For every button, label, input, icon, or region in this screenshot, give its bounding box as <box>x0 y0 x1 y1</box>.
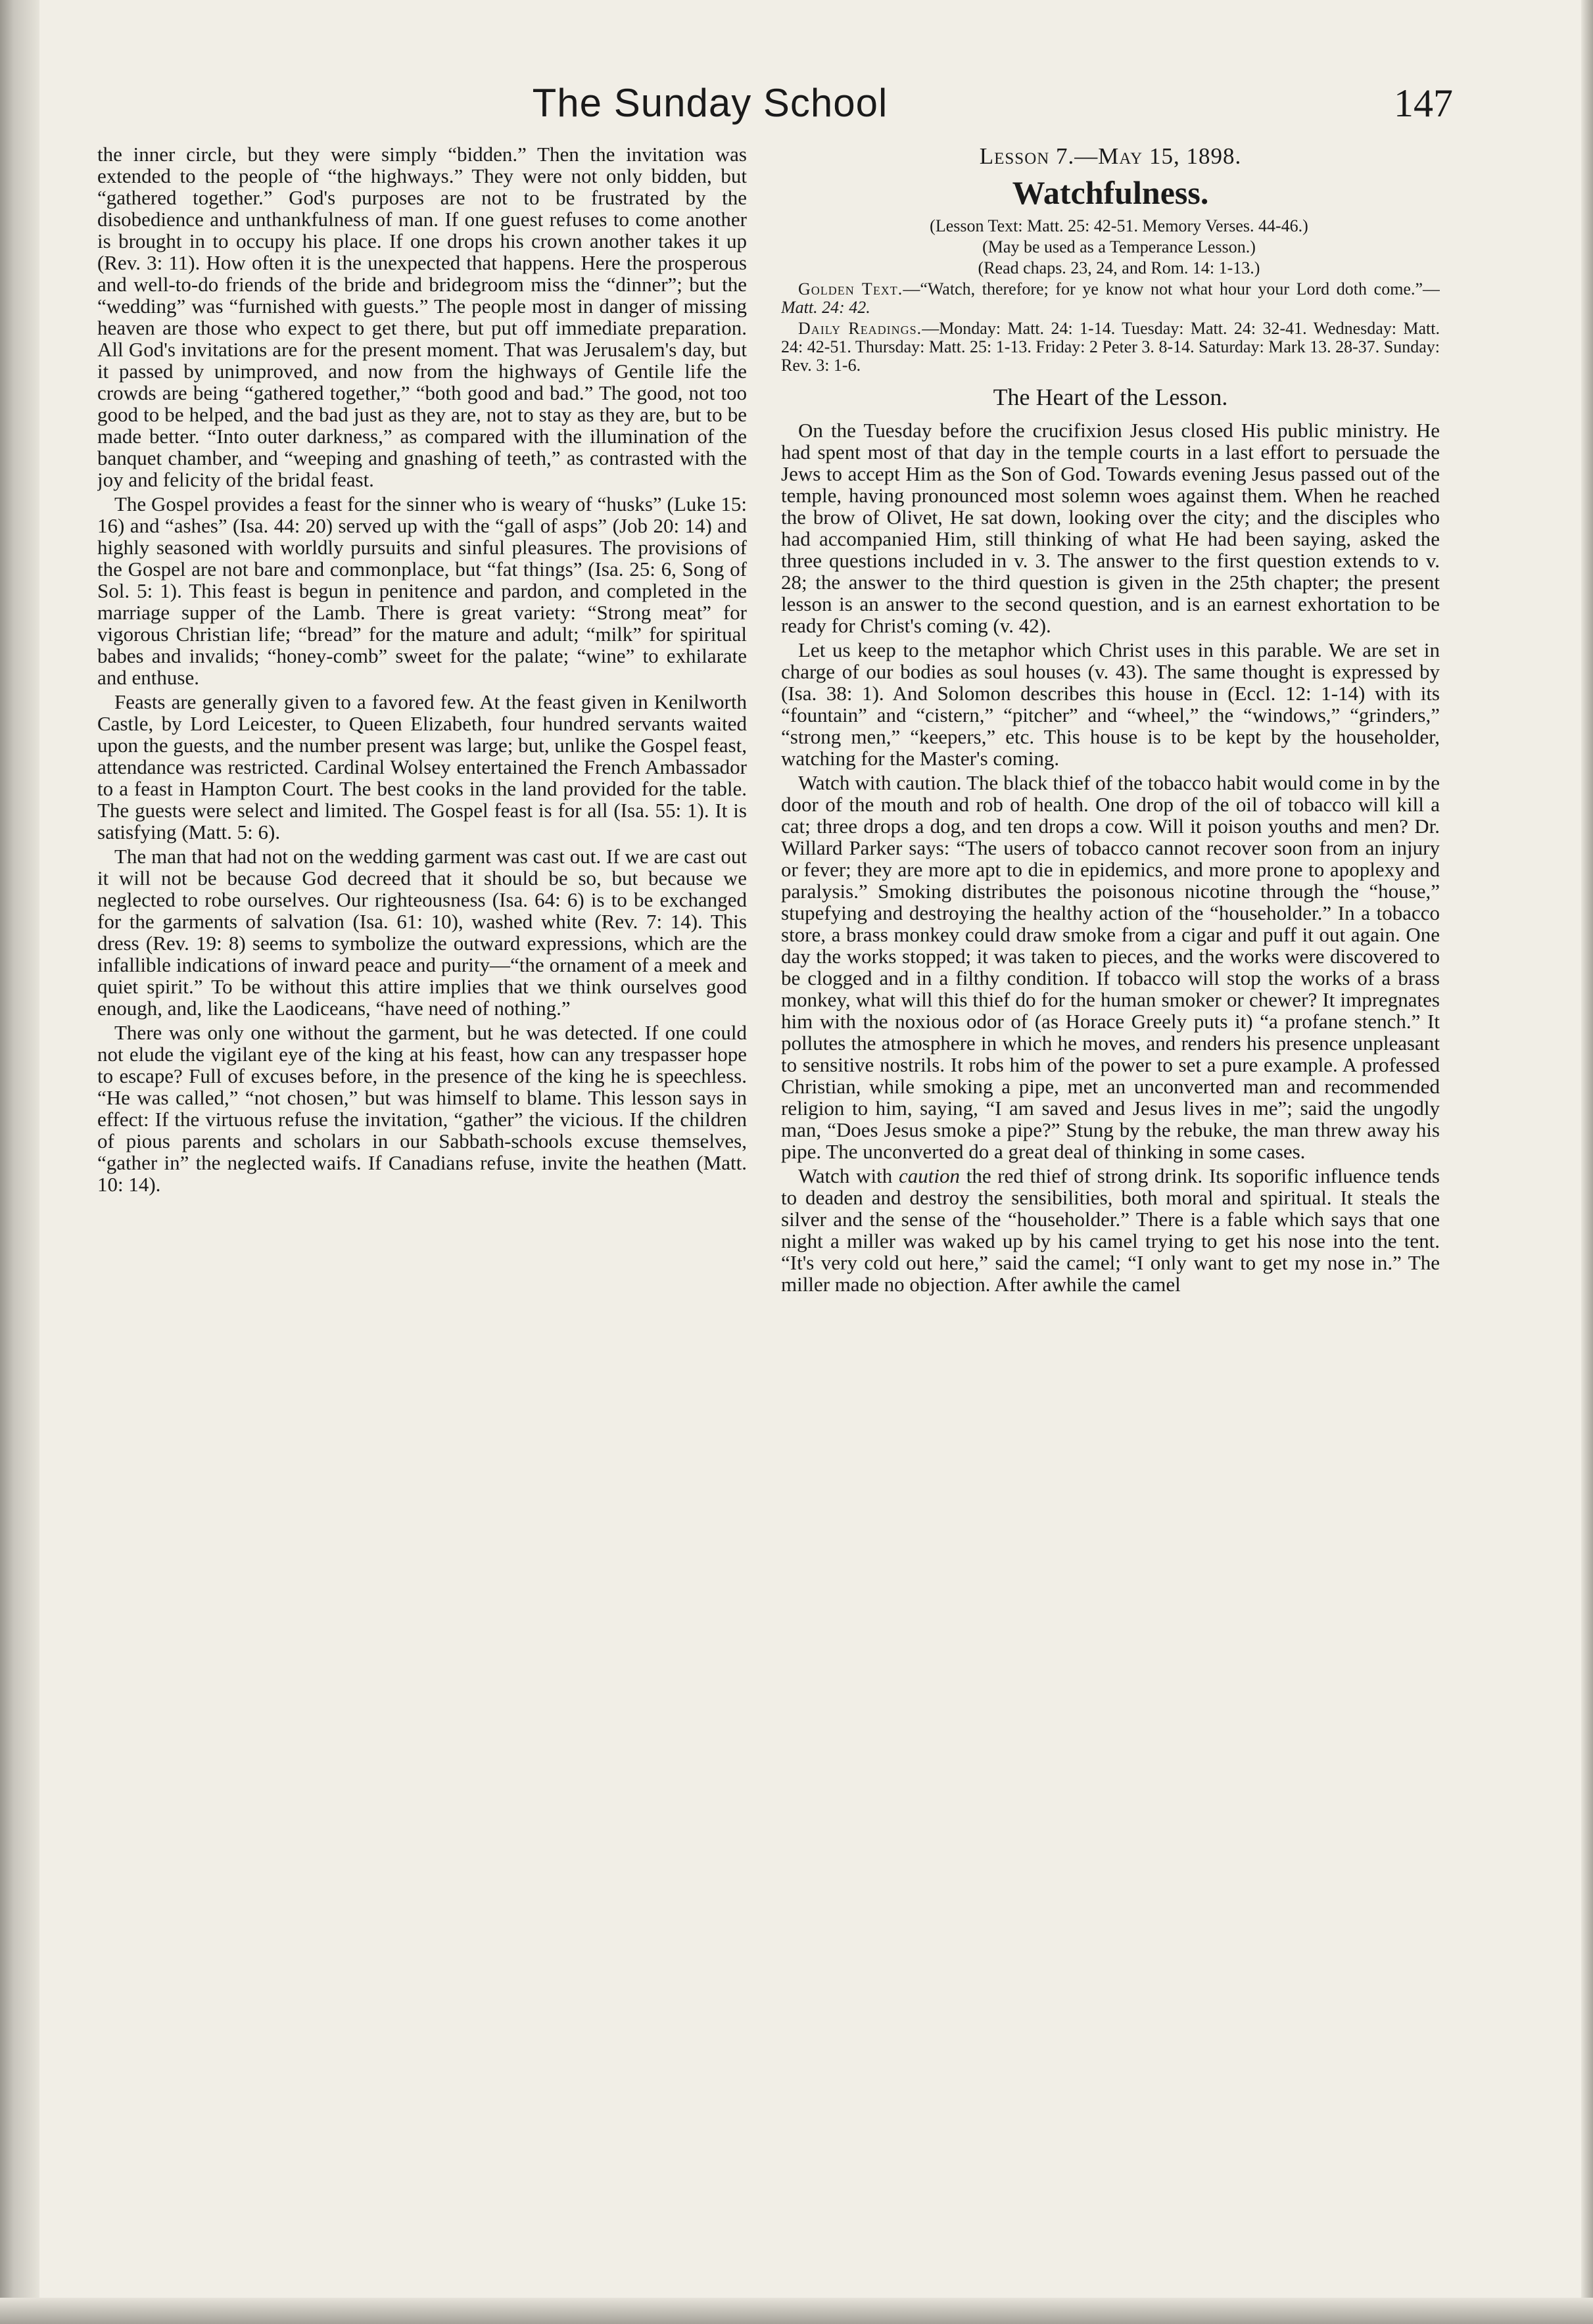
golden-text <box>781 280 1440 317</box>
lesson-heading: Lesson 7.—May 15, 1898. <box>979 143 1242 169</box>
reading-note: (Read chaps. 23, 24, and Rom. 14: 1-13.) <box>978 258 1260 277</box>
paragraph: On the Tuesday before the crucifixion Jesus closed His public ministry. He had spent most of that day in the temple courts in a last effort to persuade the Jews to accept Him as the Son of God. Towards evening Jesus passed out of the temple, having pronounced most solemn woes against them. When he reached the brow of Olivet, He sat down, looking over the city; and the disciples who had accompanied Him, still thinking of what He had been saying, asked the three questions included in v. 3. The answer to the first question extends to v. 28; the answer to the third question is given in the 25th chapter; the present lesson is an answer to the second question, and is an earnest exhortation to be ready for Christ's coming (v. 42). <box>781 419 1440 637</box>
paragraph <box>781 1165 1440 1295</box>
paragraph: Feasts are generally given to a favored few. At the feast given in Kenilworth Castle, by Lord Leicester, to Queen Elizabeth, four hundred servants waited upon the guests, and the number present was large; but, unlike the Gospel feast, attendance was restricted. Cardinal Wolsey entertained the French Ambassador to a feast in Hampton Court. The best cooks in the land provided for the table. The guests were select and limited. The Gospel feast is for all (Isa. 55: 1). It is satisfying (Matt. 5: 6). <box>97 690 747 843</box>
golden-text-reference: Matt. 24: 42. <box>781 298 870 317</box>
page-number: 147 <box>1394 82 1453 125</box>
page-right-edge <box>1581 0 1593 2324</box>
left-column <box>97 143 747 2260</box>
lesson-text-reference: (Lesson Text: Matt. 25: 42-51. Memory Verses. 44-46.) <box>930 216 1308 235</box>
paragraph: There was only one without the garment, but he was detected. If one could not elude the vigilant eye of the king at his feast, how can any trespasser hope to escape? Full of excuses before, in the presence of the king he is speechless. “He was called,” “not chosen,” but was himself to blame. This lesson says in effect: If the virtuous refuse the invitation, “gather” the vicious. If the children of pious parents and scholars in our Sabbath-schools excuse themselves, “gather in” the neglected waifs. If Canadians refuse, invite the heathen (Matt. 10: 14). <box>97 1021 747 1196</box>
right-column <box>781 143 1440 2260</box>
emphasis: caution <box>898 1164 960 1187</box>
page-binding-edge <box>0 0 39 2324</box>
paragraph: The man that had not on the wedding garment was cast out. If we are cast out it will not be because God decreed that it should be so, but because we neglected to robe ourselves. Our righteousness (Isa. 64: 6) is to be exchanged for the garments of salvation (Isa. 61: 10), washed white (Rev. 7: 14). This dress (Rev. 19: 8) seems to symbolize the outward expressions, which are the infallible indications of inward peace and purity—“the ornament of a meek and quiet spirit.” To be without this attire implies that we think ourselves good enough, and, like the Laodiceans, “have need of nothing.” <box>97 845 747 1020</box>
paragraph-rest: the red thief of strong drink. Its soporific influence tends to deaden and destroy the sensibilities, both moral and spiritual. It steals the silver and the sense of the “householder.” There is a fable which says that one night a miller was waked up by his camel trying to get his nose into the tent. “It's very cold out here,” said the camel; “I only want to get my nose in.” The miller made no objection. After awhile the camel <box>781 1164 1440 1296</box>
running-header <box>99 74 1453 133</box>
paragraph: Let us keep to the metaphor which Christ uses in this parable. We are set in charge of our bodies as soul houses (v. 43). The same thought is expressed by (Isa. 38: 1). And Solomon describes this house in (Eccl. 12: 1-14) with its “fountain” and “cistern,” “pitcher” and “wheel,” the “windows,” “grinders,” “strong men,” “keepers,” etc. This house is to be kept by the householder, watching for the Master's coming. <box>781 638 1440 770</box>
golden-text-body: —“Watch, therefore; for ye know not what hour your Lord doth come.”— <box>903 279 1440 298</box>
paragraph: Watch with caution. The black thief of the tobacco habit would come in by the door of the mouth and rob of health. One drop of the oil of tobacco will kill a cat; three drops a dog, and ten drops a cow. Will it poison youths and men? Dr. Willard Parker says: “The users of tobacco cannot recover soon from an injury or fever; they are more apt to die in epidemics, and more prone to apoplexy and paralysis.” Smoking distributes the poisonous nicotine through the “house,” stupefying and destroying the healthy action of the “householder.” In a tobacco store, a brass monkey could draw smoke from a cigar and puff it out again. One day the works stopped; it was taken to pieces, and the works were discovered to be clogged and in a filthy condition. If tobacco will stop the works of a brass monkey, what will this thief do for the human smoker or chewer? It impregnates him with the noxious odor of (as Horace Greely puts it) “a profane stench.” It pollutes the atmosphere in which he moves, and renders his presence unpleasant to sensitive nostrils. It robs him of the power to set a pure example. A professed Christian, while smoking a pipe, met an unconverted man and recommended religion to him, saying, “I am saved and Jesus lives in me”; said the ungodly man, “Does Jesus smoke a pipe?” Stung by the rebuke, the man threw away his pipe. The unconverted do a great deal of thinking in some cases. <box>781 771 1440 1163</box>
page-bottom-edge <box>0 2298 1593 2324</box>
section-subheading: The Heart of the Lesson. <box>993 384 1228 410</box>
paragraph-start: Watch with <box>798 1164 899 1187</box>
paragraph: The Gospel provides a feast for the sinner who is weary of “husks” (Luke 15: 16) and “ashes” (Isa. 44: 20) served up with the “gall of asps” (Job 20: 14) and highly seasoned with worldly pursuits and sinful pleasures. The provisions of the Gospel are not bare and commonplace, but “fat things” (Isa. 25: 6, Song of Sol. 5: 1). This feast is begun in penitence and pardon, and completed in the marriage supper of the Lamb. There is great variety: “Strong meat” for vigorous Christian life; “bread” for the mature and adult; “milk” for spiritual babes and invalids; “honey-comb” sweet for the palate; “wine” to exhilarate and enthuse. <box>97 492 747 689</box>
temperance-note: (May be used as a Temperance Lesson.) <box>982 237 1256 256</box>
lesson-title: Watchfulness. <box>1012 174 1209 211</box>
golden-text-label: Golden Text. <box>798 279 903 298</box>
daily-readings <box>781 320 1440 375</box>
daily-readings-label: Daily Readings. <box>798 319 922 338</box>
running-title: The Sunday School <box>532 81 888 125</box>
paragraph: the inner circle, but they were simply “bidden.” Then the invitation was extended to the people of “the highways.” They were not only bidden, but “gathered together.” God's purposes are not to be frustrated by the disobedience and unthankfulness of man. If one guest refuses to come another is brought in to occupy his place. If one drops his crown another takes it up (Rev. 3: 11). How often it is the unexpected that happens. Here the prosperous and well-to-do friends of the bride and bridegroom miss the “dinner”; but the “wedding” was “furnished with guests.” The people most in danger of missing heaven are those who expect to get there, but put off immediate preparation. All God's invitations are for the present moment. That was Jerusalem's day, but it passed by unimproved, and now from the highways of Gentile life the crowds are being “gathered together,” “both good and bad.” The good, not too good to be helped, and the bad just as they are, not to stay as they are, but to be made better. “Into outer darkness,” as compared with the illumination of the banquet chamber, and “weeping and gnashing of teeth,” as contrasted with the joy and felicity of the bridal feast. <box>97 143 747 491</box>
daily-readings-body: —Monday: Matt. 24: 1-14. Tuesday: Matt. 24: 32-41. Wednesday: Matt. 24: 42-51. Thursday: Matt. 25: 1-13. Friday: 2 Peter 3. 8-14. Saturday: Mark 13. 28-37. Sunday: Rev. 3: 1-6. <box>781 319 1440 375</box>
